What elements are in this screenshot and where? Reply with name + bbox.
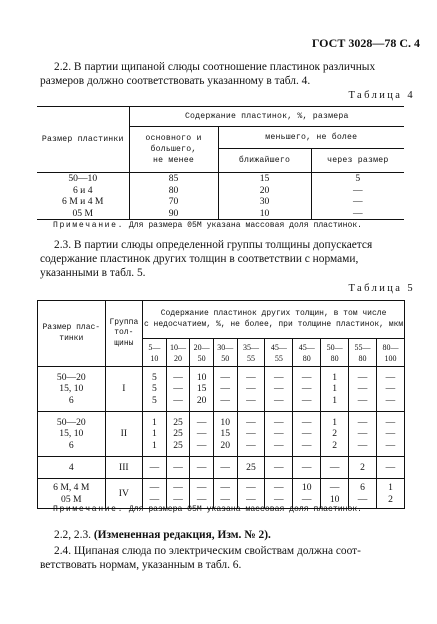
table-5-value-cell-line: —: [274, 383, 284, 395]
table-4-cell: 5: [355, 173, 361, 184]
table-5-row: [38, 479, 405, 509]
table-5-value-cell: [190, 479, 214, 509]
table-5-value-cell: [143, 412, 167, 457]
table-5-value-cell-line: 1: [152, 439, 157, 451]
table-5-header-content-line: с недосчатием, %, не более, при толщине пластинок, мкм: [143, 319, 404, 329]
table-5-value-cell-line: 1: [332, 394, 338, 406]
table-5: [37, 300, 405, 509]
table-5-value-cell-line: —: [357, 394, 368, 406]
table-5-value-cell-line: —: [274, 482, 284, 493]
table-5-value-cell-line: —: [220, 493, 230, 505]
table-5-value-cell: [166, 367, 190, 412]
table-5-value-cell-line: 15: [220, 428, 230, 440]
table-5-value-cell-line: 1: [332, 416, 338, 428]
table-5-label: Таблица 5: [348, 283, 415, 294]
table-5-value-cell: [293, 367, 321, 412]
table-4-note: [53, 221, 362, 230]
table-5-value-cell-line: —: [173, 371, 183, 383]
table-5-note: [53, 505, 362, 514]
table-5-value-cell-line: —: [301, 371, 312, 383]
table-5-value-cell-line: —: [246, 383, 256, 395]
table-5-value-cell-line: —: [173, 461, 183, 473]
page-header: ГОСТ 3028—78 С. 4: [311, 36, 420, 50]
table-5-value-cell-line: —: [196, 428, 207, 440]
table-5-thickness-line: 30—: [217, 342, 234, 352]
table-5-group-cell: II: [105, 412, 143, 457]
table-4-cell: 85: [129, 173, 218, 185]
table-5-header-content-line: Содержание пластинок других толщин, в том числе: [160, 309, 387, 318]
table-5-value-cell-line: —: [385, 383, 396, 395]
table-5-value-cell-line: 6: [360, 482, 365, 493]
table-5-value-cell-line: —: [329, 461, 340, 473]
edit-ref: 2.2, 2.3.: [54, 529, 92, 541]
table-5-value-cell-line: 15: [196, 383, 207, 395]
note-text: Для размера 05М указана массовая доля пластинок.: [128, 505, 363, 514]
table-5-value-cell-line: 10: [220, 416, 230, 428]
table-5-value-cell-line: 1: [152, 428, 157, 440]
table-5-value-cell: [321, 457, 349, 479]
table-4-cell: 30: [218, 196, 311, 208]
table-5-thickness-header: [166, 339, 190, 367]
table-5-header-size-line: тинки: [59, 333, 84, 343]
table-5-value-cell-line: —: [246, 428, 256, 440]
table-5-thickness-header: [321, 339, 349, 367]
table-5-value-cell: [237, 479, 265, 509]
table-5-value-cell-line: 1: [332, 383, 338, 395]
paragraph-line: 2.3. В партии слюды определенной группы толщины допускается: [54, 239, 373, 251]
table-5-value-cell-line: —: [246, 416, 256, 428]
table-5-value-cell-line: —: [149, 493, 160, 505]
table-5-group-cell: III: [105, 457, 143, 479]
table-5-thickness-header: [213, 339, 237, 367]
table-5-thickness-line: 80—: [382, 342, 399, 352]
table-5-value-cell: [293, 479, 321, 509]
table-5-thickness-line: 55: [274, 353, 283, 363]
table-4-cell: 80: [129, 185, 218, 197]
table-5-header-group: [105, 301, 143, 367]
table-5-value-cell-line: —: [274, 461, 284, 473]
table-4-header-main-line: не менее: [153, 156, 194, 165]
table-5-value-cell-line: —: [274, 371, 284, 383]
table-5-value-cell: [376, 479, 404, 509]
paragraph-line: указанными в табл. 5.: [40, 267, 146, 279]
table-5-value-cell-line: —: [220, 482, 230, 493]
table-5-thickness-line: 35—: [242, 342, 259, 352]
table-5-thickness-line: 80: [358, 353, 367, 363]
table-5-value-cell-line: —: [385, 394, 396, 406]
table-5-value-cell-line: 25: [173, 416, 183, 428]
table-5-value-cell: [293, 412, 321, 457]
table-5-value-cell-line: —: [220, 383, 230, 395]
table-5-value-cell-line: —: [357, 439, 368, 451]
table-5-value-cell: [265, 412, 293, 457]
table-5-value-cell: [376, 412, 404, 457]
table-5-thickness-line: 10: [150, 353, 159, 363]
table-5-value-cell: [237, 412, 265, 457]
table-5-value-cell-line: 25: [173, 428, 183, 440]
table-5-size-cell-line: 50—20: [56, 371, 86, 383]
table-5-value-cell: [349, 412, 377, 457]
table-5-header-group-line: Группа: [109, 317, 139, 327]
table-5-value-cell-line: —: [220, 371, 230, 383]
table-5-size-cell: [38, 457, 106, 479]
table-5-group-cell: I: [105, 367, 143, 412]
table-5-value-cell-line: —: [385, 439, 396, 451]
table-5-size-cell-line: 15, 10: [59, 383, 84, 395]
table-5-value-cell-line: —: [301, 493, 312, 505]
table-5-value-cell: [237, 367, 265, 412]
table-5-value-cell-line: —: [274, 439, 284, 451]
table-5-row: [38, 457, 405, 479]
table-5-group-cell: IV: [105, 479, 143, 509]
table-4-cell: 15: [218, 173, 311, 185]
table-5-value-cell-line: —: [246, 439, 256, 451]
table-5-value-cell-line: —: [173, 394, 183, 406]
table-5-thickness-line: 80: [302, 353, 311, 363]
table-5-thickness-line: 50: [197, 353, 206, 363]
edit-text: (Измененная редакция, Изм. № 2).: [93, 529, 271, 541]
table-5-value-cell-line: —: [196, 439, 207, 451]
table-5-value-cell: [213, 457, 237, 479]
table-5-value-cell-line: —: [274, 394, 284, 406]
table-5-value-cell: [213, 412, 237, 457]
table-5-thickness-header: [349, 339, 377, 367]
table-5-value-cell: [213, 367, 237, 412]
paragraph-line: [40, 528, 403, 542]
table-5-value-cell-line: 2: [360, 461, 365, 473]
table-5-thickness-header: [190, 339, 214, 367]
table-5-value-cell: [166, 457, 190, 479]
table-5-value-cell-line: —: [196, 461, 207, 473]
table-5-header-content: [143, 301, 405, 339]
table-4-row: [37, 208, 404, 220]
table-5-value-cell-line: —: [149, 482, 160, 493]
table-5-value-cell-line: —: [385, 428, 396, 440]
table-5-value-cell-line: 2: [388, 493, 393, 505]
table-5-value-cell-line: —: [357, 428, 368, 440]
table-5-row: [38, 367, 405, 412]
table-5-value-cell: [265, 479, 293, 509]
table-4-header-nearest: ближайшего: [218, 149, 311, 173]
table-5-value-cell: [213, 479, 237, 509]
table-5-value-cell-line: 25: [173, 439, 183, 451]
table-4-cell: —: [352, 184, 363, 196]
note-label: Примечание.: [53, 221, 125, 230]
table-5-value-cell-line: —: [385, 461, 396, 473]
table-5-value-cell: [190, 367, 214, 412]
table-5-value-cell-line: —: [385, 416, 396, 428]
table-5-value-cell: [321, 479, 349, 509]
table-5-value-cell-line: —: [329, 482, 340, 493]
table-4-cell: 05 М: [37, 208, 129, 220]
table-5-thickness-line: 50: [221, 353, 230, 363]
table-5-value-cell: [376, 457, 404, 479]
table-5-thickness-line: 50—: [326, 342, 343, 352]
table-5-value-cell: [293, 457, 321, 479]
table-5-value-cell-line: —: [149, 461, 160, 473]
table-5-value-cell-line: —: [220, 394, 230, 406]
table-5-thickness-line: 45—: [270, 342, 287, 352]
table-5-size-cell-line: 6: [68, 394, 74, 406]
table-5-value-cell-line: 1: [388, 482, 393, 493]
table-5-thickness-line: 5—: [148, 342, 161, 352]
table-5-value-cell-line: —: [274, 428, 284, 440]
table-5-value-cell-line: —: [274, 493, 284, 505]
table-5-row: [38, 412, 405, 457]
table-5-value-cell-line: 1: [152, 416, 157, 428]
table-5-thickness-line: 55—: [354, 342, 371, 352]
table-5-value-cell: [321, 412, 349, 457]
table-5-value-cell-line: —: [196, 416, 207, 428]
table-5-value-cell-line: —: [301, 439, 312, 451]
table-5-size-cell-line: 05 М: [61, 493, 82, 505]
table-5-value-cell-line: —: [301, 428, 312, 440]
table-5-value-cell-line: —: [301, 383, 312, 395]
table-5-header-size: [38, 301, 106, 367]
table-5-value-cell-line: 20: [220, 439, 230, 451]
table-4-header-main: [129, 127, 218, 173]
table-5-value-cell-line: —: [246, 493, 256, 505]
table-5-value-cell: [190, 457, 214, 479]
table-4-row: [37, 185, 404, 197]
table-5-value-cell-line: —: [246, 371, 256, 383]
table-4: [37, 106, 404, 220]
table-5-value-cell-line: —: [385, 371, 396, 383]
table-5-thickness-line: 100: [384, 353, 397, 363]
table-5-value-cell-line: 1: [332, 371, 338, 383]
table-5-value-cell-line: —: [196, 493, 207, 505]
table-5-size-cell-line: 6: [68, 439, 74, 451]
table-5-value-cell-line: 2: [332, 428, 338, 440]
table-5-value-cell-line: —: [301, 461, 312, 473]
paragraph-2-3: [40, 238, 403, 280]
table-5-value-cell-line: —: [173, 383, 183, 395]
table-5-thickness-header: [293, 339, 321, 367]
table-5-header-size-line: Размер плас-: [42, 323, 101, 332]
note-text: Для размера 05М указана массовая доля пластинок.: [128, 221, 363, 230]
table-5-value-cell: [143, 367, 167, 412]
table-5-value-cell: [265, 367, 293, 412]
table-4-header-content: Содержание пластинок, %, размера: [129, 107, 404, 127]
table-4-cell: 20: [218, 185, 311, 197]
table-5-size-cell: [38, 367, 106, 412]
table-5-thickness-line: 10—: [170, 342, 187, 352]
table-4-row: [37, 196, 404, 208]
table-5-header-group-line: тол-: [114, 328, 134, 338]
table-5-thickness-header: [237, 339, 265, 367]
table-4-cell: —: [352, 196, 363, 207]
table-5-value-cell-line: —: [196, 482, 207, 493]
table-5-thickness-line: 20: [174, 353, 183, 363]
paragraph-2-2: [40, 60, 403, 88]
table-5-value-cell-line: 5: [152, 383, 157, 395]
table-5-value-cell: [166, 479, 190, 509]
table-4-cell: 50—10: [37, 173, 129, 185]
table-4-cell: 10: [218, 208, 311, 220]
table-4-cell: —: [311, 208, 404, 220]
table-5-value-cell: [237, 457, 265, 479]
table-5-size-cell-line: 50—20: [56, 416, 86, 428]
paragraph-edit-note: [40, 528, 403, 542]
table-5-thickness-line: 55: [246, 353, 255, 363]
table-5-value-cell-line: 25: [246, 461, 256, 473]
table-5-size-cell-line: 15, 10: [59, 428, 84, 440]
table-5-value-cell-line: —: [246, 394, 256, 406]
table-5-value-cell-line: —: [246, 482, 256, 493]
table-5-value-cell-line: 5: [152, 371, 157, 383]
table-5-value-cell: [143, 457, 167, 479]
table-5-value-cell: [143, 479, 167, 509]
note-label: Примечание.: [53, 505, 125, 514]
table-5-value-cell: [349, 457, 377, 479]
table-5-value-cell: [265, 457, 293, 479]
table-5-size-cell: [38, 412, 106, 457]
table-5-value-cell-line: —: [301, 394, 312, 406]
table-5-value-cell-line: 10: [196, 371, 207, 383]
table-5-value-cell-line: —: [357, 371, 368, 383]
paragraph-line: размеров должно соответствовать указанному в табл. 4.: [40, 75, 311, 87]
table-4-row: [37, 173, 404, 185]
table-5-thickness-header: [143, 339, 167, 367]
table-5-size-cell-line: 6 М, 4 М: [53, 482, 90, 493]
table-5-header-group-line: щины: [114, 338, 134, 348]
table-5-value-cell: [376, 367, 404, 412]
table-5-thickness-line: 45—: [298, 342, 315, 352]
paragraph-line: 2.2. В партии щипаной слюды соотношение пластинок различных: [54, 61, 376, 73]
table-4-header-size: Размер пластинки: [37, 107, 129, 173]
table-5-value-cell-line: —: [357, 416, 368, 428]
table-4-cell: 6 М и 4 М: [37, 196, 129, 208]
paragraph-2-4: [40, 544, 403, 572]
table-5-size-cell-line: 4: [68, 461, 74, 473]
table-5-value-cell-line: —: [357, 493, 368, 505]
table-5-value-cell: [190, 412, 214, 457]
table-5-value-cell-line: 20: [196, 394, 207, 406]
table-5-value-cell-line: 10: [329, 493, 340, 505]
table-4-header-smaller: меньшего, не более: [218, 127, 404, 149]
table-4-cell: 6 и 4: [37, 185, 129, 197]
table-5-value-cell: [349, 479, 377, 509]
table-5-value-cell-line: 2: [332, 439, 338, 451]
table-4-header-skip: через размер: [311, 149, 404, 173]
table-5-thickness-header: [376, 339, 404, 367]
table-5-value-cell-line: —: [274, 416, 284, 428]
table-5-value-cell-line: —: [220, 461, 230, 473]
table-5-value-cell: [321, 367, 349, 412]
table-4-header-main-line: большего,: [150, 145, 197, 154]
paragraph-line: 2.4. Щипаная слюда по электрическим свойствам должна соот-: [54, 545, 361, 557]
table-4-cell: 70: [129, 196, 218, 208]
table-5-value-cell: [349, 367, 377, 412]
table-5-thickness-line: 80: [330, 353, 339, 363]
table-5-thickness-header: [265, 339, 293, 367]
table-5-value-cell: [166, 412, 190, 457]
table-5-value-cell-line: —: [357, 383, 368, 395]
table-5-value-cell-line: —: [301, 416, 312, 428]
table-5-size-cell: [38, 479, 106, 509]
table-5-value-cell-line: 10: [301, 482, 312, 493]
table-4-label: Таблица 4: [348, 90, 415, 101]
table-5-value-cell-line: —: [173, 482, 183, 493]
table-5-value-cell-line: —: [173, 493, 183, 505]
table-4-header-main-line: основного и: [145, 134, 202, 143]
table-5-value-cell-line: 5: [152, 394, 157, 406]
paragraph-line: ветствовать нормам, указанным в табл. 6.: [40, 559, 242, 571]
table-5-thickness-line: 20—: [193, 342, 210, 352]
table-4-cell: 90: [129, 208, 218, 220]
paragraph-line: содержание пластинок других толщин в соответствии с нормами,: [40, 253, 359, 265]
